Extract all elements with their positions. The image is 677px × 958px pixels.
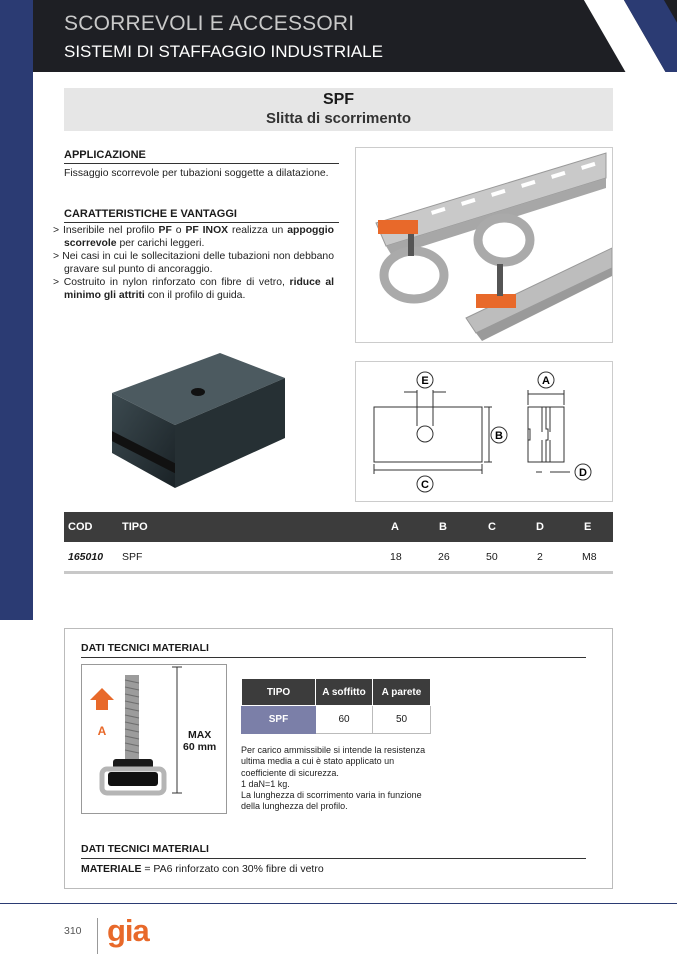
product-name: Slitta di scorrimento [265, 110, 412, 127]
application-photo [355, 147, 613, 343]
arrow-label: A [97, 724, 107, 738]
cell-a: 18 [390, 551, 402, 563]
dimensions-table [64, 512, 613, 574]
cell-b: 26 [438, 551, 450, 563]
dimension-label-d [575, 464, 591, 480]
material-heading: DATI TECNICI MATERIALI [81, 843, 586, 859]
col-b: B [439, 521, 447, 533]
load-cell-tipo: SPF [242, 706, 316, 734]
cell-cod: 165010 [68, 551, 104, 563]
application-text: Fissaggio scorrevole per tubazioni soggette a dilatazione. [64, 168, 329, 179]
svg-text:E: E [421, 375, 429, 387]
max-length-label: MAX 60 mm [183, 729, 217, 753]
technical-data-heading: DATI TECNICI MATERIALI [81, 642, 586, 658]
section-title: SCORREVOLI E ACCESSORI [64, 12, 355, 35]
load-cell-parete: 50 [373, 706, 431, 734]
table-header [64, 512, 613, 542]
logo-divider [97, 918, 98, 954]
page-header [33, 0, 677, 72]
col-d: D [536, 521, 544, 533]
col-c: C [488, 521, 496, 533]
subsection-title: SISTEMI DI STAFFAGGIO INDUSTRIALE [64, 42, 383, 61]
table-row [242, 706, 431, 734]
feature-item: > Inseribile nel profilo PF o PF INOX realizza un appoggio scorrevole per carichi leggeri. [53, 224, 334, 250]
footer-divider [0, 903, 677, 904]
sidebar-accent-bar [0, 0, 33, 620]
load-col-tipo: TIPO [242, 679, 316, 706]
col-e: E [584, 521, 592, 533]
product-photo [100, 333, 300, 503]
dimension-label-a [538, 372, 554, 388]
dimension-diagram [355, 361, 613, 502]
feature-item: > Nei casi in cui le sollecitazioni delle tubazioni non debbano gravare sul punto di ancoraggio. [53, 250, 334, 276]
material-spec: MATERIALE = PA6 rinforzato con 30% fibre di vetro [81, 863, 324, 875]
application-heading: APPLICAZIONE [64, 149, 339, 164]
svg-text:C: C [421, 479, 429, 491]
technical-data-panel [64, 628, 613, 889]
cell-d: 2 [537, 551, 543, 563]
svg-text:D: D [579, 467, 587, 479]
cell-c: 50 [486, 551, 498, 563]
col-a: A [391, 521, 399, 533]
product-code: SPF [322, 91, 355, 108]
product-title-box [64, 88, 613, 131]
rail-illustration [356, 148, 612, 342]
load-note: Per carico ammissibile si intende la resistenza ultima media a cui è stato applicato un coefficiente di sicurezza. 1 daN=1 kg. La lunghezza di scorrimento varia in funzione della lunghezza del profilo. [241, 745, 426, 812]
page-number: 310 [64, 925, 82, 937]
load-table [241, 678, 431, 734]
dimension-label-c [417, 476, 433, 492]
load-col-parete: A parete [373, 679, 431, 706]
feature-item: > Costruito in nylon rinforzato con fibre di vetro, riduce al minimo gli attriti con il profilo di guida. [53, 276, 334, 302]
svg-text:A: A [542, 375, 550, 387]
brand-logo: gia [107, 913, 149, 948]
col-tipo: TIPO [122, 521, 148, 533]
dimension-label-b [491, 427, 507, 443]
load-col-soffitto: A soffitto [316, 679, 373, 706]
load-cell-soffitto: 60 [316, 706, 373, 734]
cell-tipo: SPF [122, 551, 143, 563]
col-cod: COD [68, 521, 93, 533]
dimension-label-e [417, 372, 433, 388]
load-arrow-icon [90, 688, 114, 710]
svg-text:B: B [495, 430, 503, 442]
table-row [64, 542, 613, 574]
cell-e: M8 [582, 551, 597, 563]
features-heading: CARATTERISTICHE E VANTAGGI [64, 208, 339, 223]
features-list [53, 224, 334, 302]
